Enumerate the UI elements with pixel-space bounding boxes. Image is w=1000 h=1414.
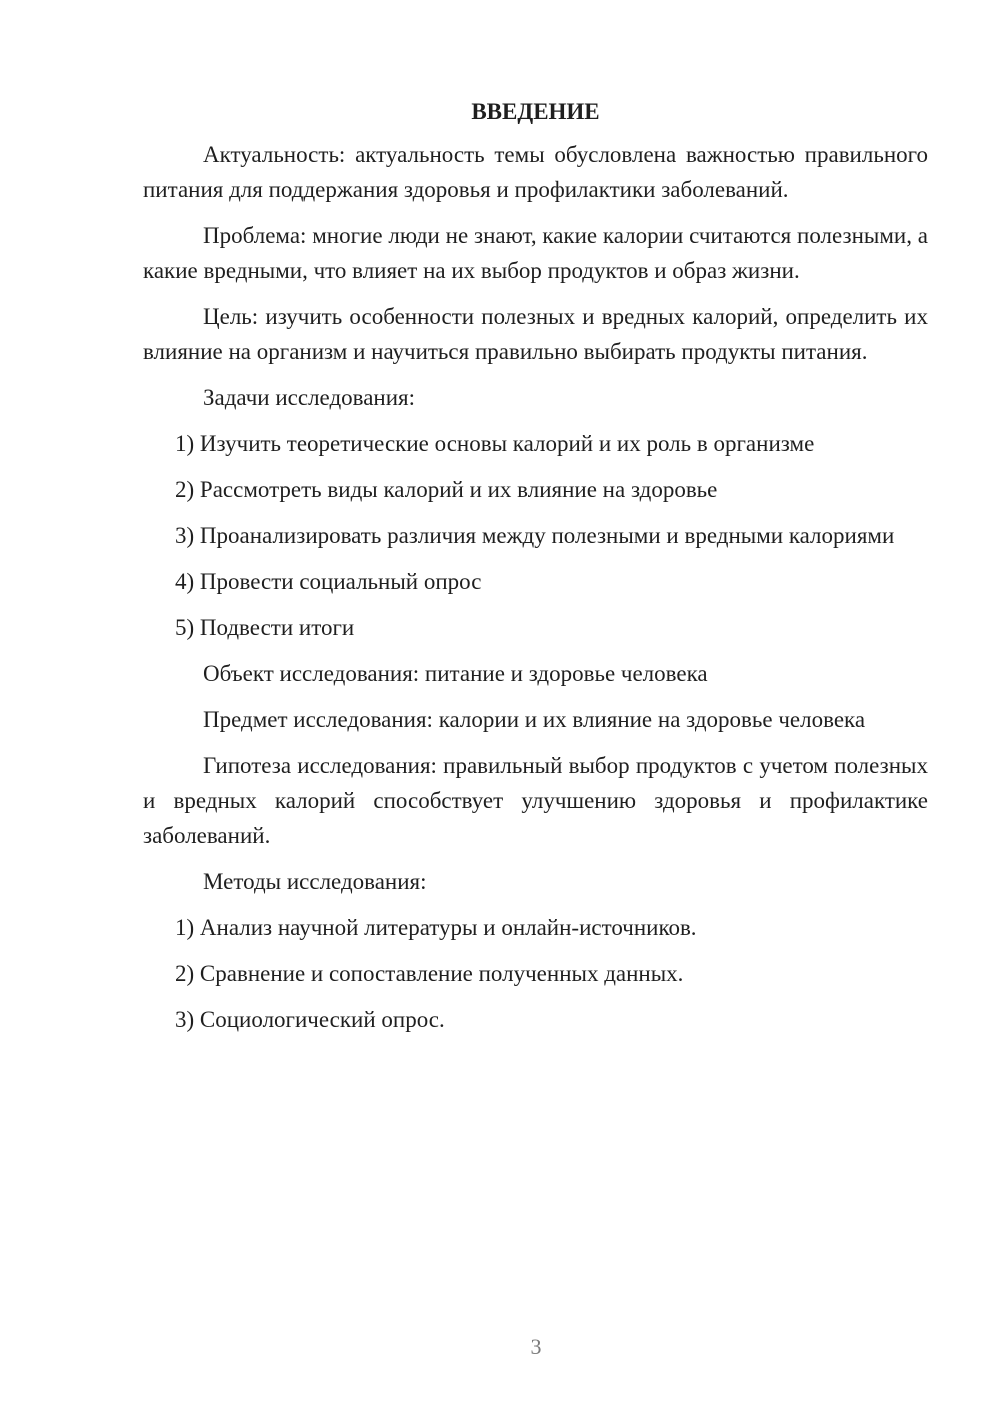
- task-item: 2) Рассмотреть виды калорий и их влияние на здоровье: [175, 477, 718, 502]
- problem-paragraph: Проблема: многие люди не знают, какие калории считаются полезными, а какие вредными, что влияет на их выбор продуктов и образ жизни.: [143, 223, 928, 283]
- subject-line: Предмет исследования: калории и их влияние на здоровье человека: [203, 707, 866, 732]
- task-item: 4) Провести социальный опрос: [175, 569, 482, 594]
- object-line: Объект исследования: питание и здоровье человека: [203, 661, 708, 686]
- task-item: 1) Изучить теоретические основы калорий и их роль в организме: [175, 431, 815, 456]
- page-number: 3: [530, 1334, 542, 1359]
- method-item: 2) Сравнение и сопоставление полученных данных.: [175, 961, 684, 986]
- tasks-heading: Задачи исследования:: [203, 385, 416, 410]
- relevance-paragraph: Актуальность: актуальность темы обусловлена важностью правильного питания для поддержания здоровья и профилактики заболеваний.: [143, 142, 928, 202]
- task-item: 3) Проанализировать различия между полезными и вредными калориями: [175, 523, 895, 548]
- method-item: 3) Социологический опрос.: [175, 1007, 445, 1032]
- method-item: 1) Анализ научной литературы и онлайн-источников.: [175, 915, 697, 940]
- document-body: [143, 94, 928, 1048]
- page-title: ВВЕДЕНИЕ: [471, 99, 600, 124]
- hypothesis-paragraph: Гипотеза исследования: правильный выбор продуктов с учетом полезных и вредных калорий способствует улучшению здоровья и профилактике заболеваний.: [143, 753, 928, 848]
- methods-heading: Методы исследования:: [203, 869, 427, 894]
- goal-paragraph: Цель: изучить особенности полезных и вредных калорий, определить их влияние на организм и научиться правильно выбирать продукты питания.: [143, 304, 928, 364]
- task-item: 5) Подвести итоги: [175, 615, 355, 640]
